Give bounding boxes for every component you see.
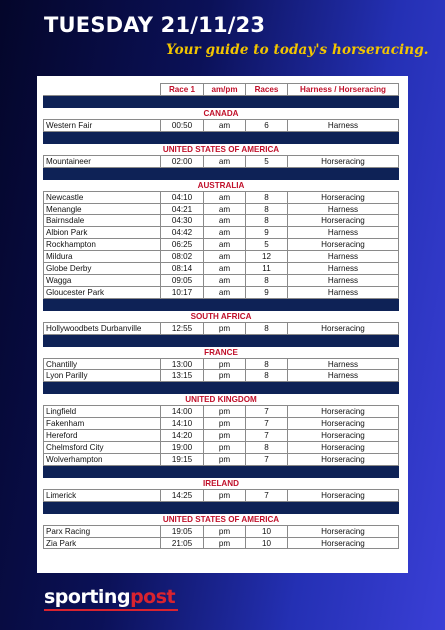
ampm-cell: am (204, 274, 246, 286)
ampm-cell: pm (204, 537, 246, 549)
table-header-row (44, 84, 399, 96)
table-row (44, 155, 399, 167)
table-row (44, 322, 399, 334)
section-heading-row (44, 477, 399, 489)
races-count-cell: 5 (246, 239, 288, 251)
races-count-cell: 11 (246, 263, 288, 275)
race1-time-cell: 10:17 (161, 286, 204, 298)
race-type-cell: Horseracing (288, 155, 399, 167)
venue-cell: Bairnsdale (44, 215, 161, 227)
race1-time-cell: 08:14 (161, 263, 204, 275)
race1-time-cell: 04:10 (161, 191, 204, 203)
race1-time-cell: 00:50 (161, 119, 204, 131)
venue-cell: Gloucester Park (44, 286, 161, 298)
ampm-cell: am (204, 251, 246, 263)
race1-time-cell: 19:00 (161, 442, 204, 454)
race-type-cell: Harness (288, 286, 399, 298)
ampm-cell: pm (204, 453, 246, 465)
venue-cell: Lingfield (44, 406, 161, 418)
section-divider-bar (44, 131, 399, 143)
ampm-cell: am (204, 239, 246, 251)
section-heading-row (44, 394, 399, 406)
races-count-cell: 8 (246, 191, 288, 203)
race1-time-cell: 14:20 (161, 430, 204, 442)
section-country-heading: IRELAND (44, 477, 399, 489)
venue-cell: Mildura (44, 251, 161, 263)
race1-time-cell: 04:42 (161, 227, 204, 239)
ampm-cell: am (204, 286, 246, 298)
section-divider-bar (44, 95, 399, 107)
logo-word-sporting: sporting (44, 586, 131, 608)
column-header-type: Harness / Horseracing (288, 84, 399, 96)
races-count-cell: 8 (246, 442, 288, 454)
ampm-cell: pm (204, 430, 246, 442)
page-title: TUESDAY 21/11/23 (44, 13, 266, 37)
venue-cell: Fakenham (44, 418, 161, 430)
ampm-cell: pm (204, 525, 246, 537)
venue-cell: Lyon Parilly (44, 370, 161, 382)
venue-cell: Rockhampton (44, 239, 161, 251)
race1-time-cell: 04:30 (161, 215, 204, 227)
race-type-cell: Harness (288, 263, 399, 275)
race1-time-cell: 13:15 (161, 370, 204, 382)
race-type-cell: Harness (288, 358, 399, 370)
races-count-cell: 8 (246, 274, 288, 286)
divider-fill (44, 167, 399, 179)
table-row (44, 358, 399, 370)
race-type-cell: Harness (288, 119, 399, 131)
ampm-cell: pm (204, 442, 246, 454)
race-type-cell: Horseracing (288, 525, 399, 537)
table-row (44, 525, 399, 537)
venue-cell: Chelmsford City (44, 442, 161, 454)
section-country-heading: SOUTH AFRICA (44, 310, 399, 322)
section-country-heading: AUSTRALIA (44, 179, 399, 191)
section-country-heading: UNITED STATES OF AMERICA (44, 143, 399, 155)
section-heading-row (44, 513, 399, 525)
ampm-cell: am (204, 191, 246, 203)
venue-cell: Limerick (44, 489, 161, 501)
section-divider-bar (44, 382, 399, 394)
race-type-cell: Harness (288, 227, 399, 239)
logo-underline (44, 609, 178, 611)
venue-cell: Wolverhampton (44, 453, 161, 465)
section-country-heading: UNITED KINGDOM (44, 394, 399, 406)
section-heading-row (44, 346, 399, 358)
race-type-cell: Horseracing (288, 322, 399, 334)
races-count-cell: 10 (246, 525, 288, 537)
race-type-cell: Horseracing (288, 191, 399, 203)
race1-time-cell: 21:05 (161, 537, 204, 549)
race-type-cell: Horseracing (288, 537, 399, 549)
race-type-cell: Horseracing (288, 489, 399, 501)
table-row (44, 489, 399, 501)
table-row (44, 263, 399, 275)
race1-time-cell: 09:05 (161, 274, 204, 286)
race-type-cell: Horseracing (288, 453, 399, 465)
section-country-heading: FRANCE (44, 346, 399, 358)
races-count-cell: 9 (246, 227, 288, 239)
divider-fill (44, 131, 399, 143)
ampm-cell: pm (204, 406, 246, 418)
race-type-cell: Horseracing (288, 406, 399, 418)
race1-time-cell: 13:00 (161, 358, 204, 370)
divider-fill (44, 382, 399, 394)
races-count-cell: 8 (246, 322, 288, 334)
venue-cell: Chantilly (44, 358, 161, 370)
logo-word-post: post (130, 586, 176, 608)
table-row (44, 537, 399, 549)
ampm-cell: am (204, 119, 246, 131)
divider-fill (44, 465, 399, 477)
ampm-cell: am (204, 155, 246, 167)
races-count-cell: 7 (246, 430, 288, 442)
race1-time-cell: 14:00 (161, 406, 204, 418)
race1-time-cell: 08:02 (161, 251, 204, 263)
table-row (44, 406, 399, 418)
race-type-cell: Horseracing (288, 418, 399, 430)
section-divider-bar (44, 334, 399, 346)
column-header-races: Races (246, 84, 288, 96)
venue-cell: Albion Park (44, 227, 161, 239)
table-row (44, 251, 399, 263)
section-divider-bar (44, 501, 399, 513)
ampm-cell: pm (204, 358, 246, 370)
races-count-cell: 7 (246, 418, 288, 430)
races-count-cell: 7 (246, 406, 288, 418)
ampm-cell: am (204, 203, 246, 215)
table-row (44, 274, 399, 286)
table-row (44, 453, 399, 465)
table-row (44, 215, 399, 227)
venue-cell: Hollywoodbets Durbanville (44, 322, 161, 334)
venue-cell: Zia Park (44, 537, 161, 549)
races-count-cell: 5 (246, 155, 288, 167)
page-subtitle: Your guide to today's horseracing. (166, 42, 429, 58)
ampm-cell: pm (204, 489, 246, 501)
ampm-cell: pm (204, 370, 246, 382)
race1-time-cell: 14:25 (161, 489, 204, 501)
venue-cell: Globe Derby (44, 263, 161, 275)
races-count-cell: 7 (246, 453, 288, 465)
sportingpost-logo (44, 586, 175, 608)
race1-time-cell: 02:00 (161, 155, 204, 167)
section-heading-row (44, 143, 399, 155)
table-row (44, 191, 399, 203)
ampm-cell: am (204, 215, 246, 227)
venue-cell: Western Fair (44, 119, 161, 131)
race1-time-cell: 04:21 (161, 203, 204, 215)
races-count-cell: 6 (246, 119, 288, 131)
table-row (44, 203, 399, 215)
venue-cell: Mountaineer (44, 155, 161, 167)
races-count-cell: 8 (246, 370, 288, 382)
race1-time-cell: 06:25 (161, 239, 204, 251)
table-row (44, 442, 399, 454)
section-heading-row (44, 310, 399, 322)
races-count-cell: 12 (246, 251, 288, 263)
schedule-panel (37, 76, 408, 573)
section-country-heading: UNITED STATES OF AMERICA (44, 513, 399, 525)
race1-time-cell: 19:05 (161, 525, 204, 537)
divider-fill (44, 298, 399, 310)
table-row (44, 418, 399, 430)
divider-fill (44, 501, 399, 513)
venue-cell: Menangle (44, 203, 161, 215)
race-schedule-table (43, 83, 399, 549)
race-type-cell: Harness (288, 370, 399, 382)
column-header-race1: Race 1 (161, 84, 204, 96)
race1-time-cell: 12:55 (161, 322, 204, 334)
venue-cell: Parx Racing (44, 525, 161, 537)
header-venue-cell (44, 84, 161, 96)
races-count-cell: 8 (246, 203, 288, 215)
table-row (44, 227, 399, 239)
races-count-cell: 8 (246, 358, 288, 370)
race-schedule-body (44, 84, 399, 549)
races-count-cell: 8 (246, 215, 288, 227)
race-type-cell: Horseracing (288, 239, 399, 251)
venue-cell: Hereford (44, 430, 161, 442)
ampm-cell: am (204, 227, 246, 239)
race-type-cell: Harness (288, 203, 399, 215)
divider-fill (44, 95, 399, 107)
column-header-ampm: am/pm (204, 84, 246, 96)
race-type-cell: Harness (288, 274, 399, 286)
divider-fill (44, 334, 399, 346)
ampm-cell: am (204, 263, 246, 275)
races-count-cell: 9 (246, 286, 288, 298)
race1-time-cell: 19:15 (161, 453, 204, 465)
race-type-cell: Horseracing (288, 215, 399, 227)
table-row (44, 430, 399, 442)
section-divider-bar (44, 465, 399, 477)
table-row (44, 239, 399, 251)
race-type-cell: Harness (288, 251, 399, 263)
section-country-heading: CANADA (44, 107, 399, 119)
table-row (44, 286, 399, 298)
ampm-cell: pm (204, 418, 246, 430)
ampm-cell: pm (204, 322, 246, 334)
race1-time-cell: 14:10 (161, 418, 204, 430)
races-count-cell: 10 (246, 537, 288, 549)
race-type-cell: Horseracing (288, 442, 399, 454)
venue-cell: Wagga (44, 274, 161, 286)
table-row (44, 370, 399, 382)
table-row (44, 119, 399, 131)
race-type-cell: Horseracing (288, 430, 399, 442)
section-heading-row (44, 107, 399, 119)
section-heading-row (44, 179, 399, 191)
section-divider-bar (44, 167, 399, 179)
section-divider-bar (44, 298, 399, 310)
races-count-cell: 7 (246, 489, 288, 501)
venue-cell: Newcastle (44, 191, 161, 203)
